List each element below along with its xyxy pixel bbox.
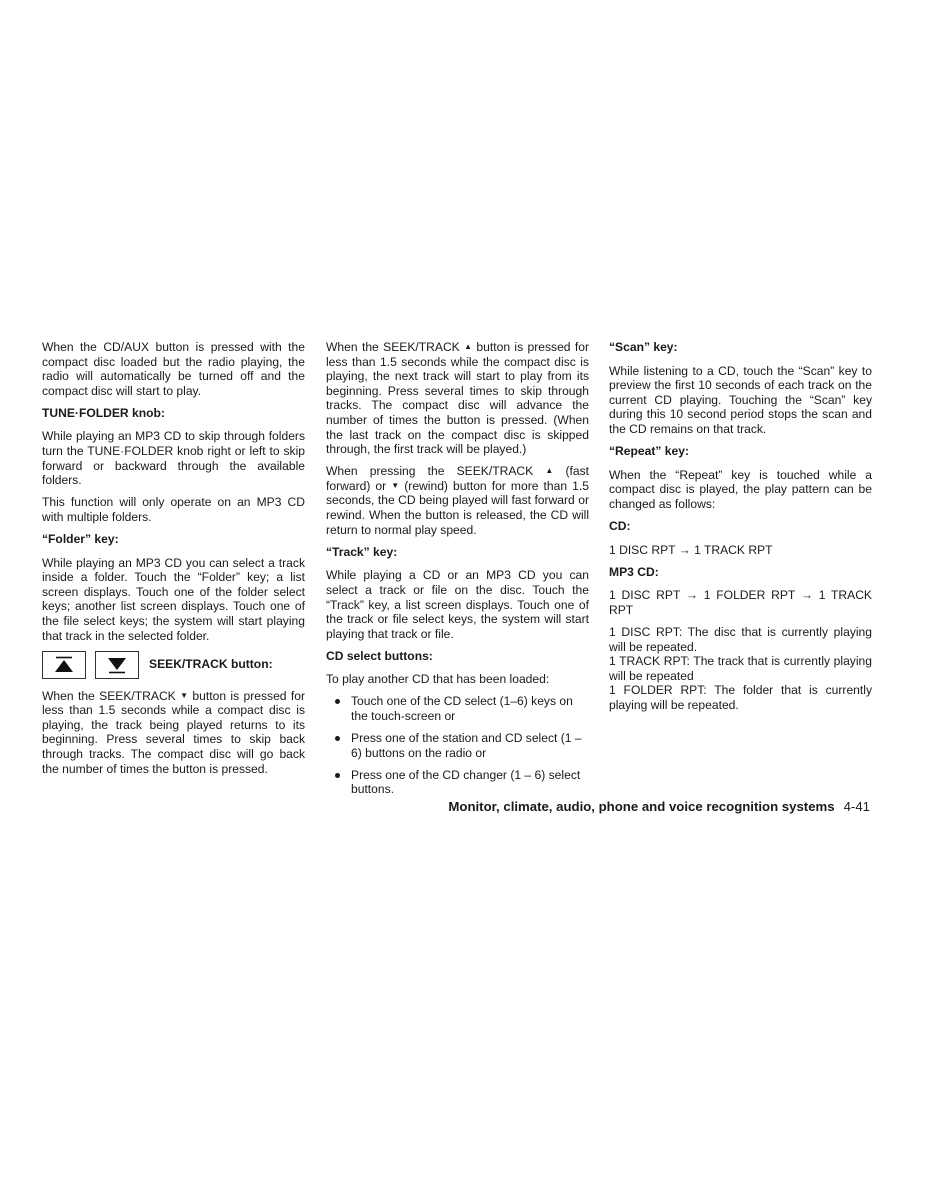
bullet-icon	[335, 699, 340, 704]
column-middle	[326, 340, 589, 805]
list-item	[326, 694, 589, 723]
seek-up-icon: ▲	[545, 466, 554, 476]
seek-down-icon: ▼	[391, 480, 400, 490]
text-fragment: When the SEEK/TRACK	[326, 340, 460, 354]
definition-folder-rpt: 1 FOLDER RPT: The folder that is currently playing will be repeated.	[609, 683, 872, 712]
definition-disc-rpt: 1 DISC RPT: The disc that is currently playing will be repeated.	[609, 624, 872, 654]
paragraph-seek-rewind	[42, 689, 305, 777]
list-item	[326, 768, 589, 797]
paragraph-cd-pattern: 1 DISC RPT → 1 TRACK RPT	[609, 542, 773, 557]
text-fragment: When pressing the SEEK/TRACK	[326, 464, 534, 479]
triangle-up-icon	[53, 656, 75, 674]
list-item-text: Press one of the CD changer (1 – 6) select buttons.	[351, 767, 581, 797]
text-fragment: button is pressed for less than 1.5 seconds while a compact disc is playing, the track being played returns to its beginning. Press several times to skip back through tracks. The compact disc will go back the number of times the button is pressed.	[42, 688, 305, 776]
paragraph-seek-forward	[326, 340, 589, 457]
list-item-text: Touch one of the CD select (1–6) keys on the touch-screen or	[351, 694, 573, 724]
paragraph-folder-key: While playing an MP3 CD you can select a track inside a folder. Touch the “Folder” key; a list screen displays. Touch one of the folder select keys; another list screen displays. Touch one of the file select keys; the system will start playing that track in the selected folder.	[42, 555, 305, 643]
text-fragment: (rewind) button for more than 1.5 seconds, the CD being played will fast forward or rewind. When the button is released, the CD will return to normal play speed.	[326, 478, 589, 537]
seek-up-icon: ▲	[464, 342, 473, 351]
seek-down-button-illustration	[95, 651, 139, 679]
paragraph-seek-hold	[326, 464, 589, 537]
seek-up-button-illustration	[42, 651, 86, 679]
heading-track-key: “Track” key:	[326, 544, 398, 559]
column-right	[609, 340, 872, 712]
heading-folder-key: “Folder” key:	[42, 532, 119, 547]
seek-down-icon: ▼	[180, 690, 189, 700]
text-fragment: button is pressed for less than 1.5 seconds while the compact disc is playing, the next track will start to play from its beginning. Press several times to skip through tracks. The compact disc will advance the number of times the button is pressed. (When the last track on the compact disc is skipped through, the first track will be played.)	[326, 340, 589, 457]
footer-section-title: Monitor, climate, audio, phone and voice recognition systems	[448, 799, 835, 814]
list-item	[326, 731, 589, 760]
paragraph-mp3-pattern: 1 DISC RPT → 1 FOLDER RPT → 1 TRACK RPT	[609, 588, 872, 617]
heading-repeat-key: “Repeat” key:	[609, 444, 689, 459]
paragraph-repeat-key: When the “Repeat” key is touched while a compact disc is played, the play pattern can be changed as follows:	[609, 467, 872, 511]
text-fragment: (fast forward) or	[326, 464, 589, 493]
heading-tune-folder: TUNE·FOLDER knob:	[42, 405, 165, 420]
paragraph-tune-folder-1: While playing an MP3 CD to skip through folders turn the TUNE·FOLDER knob right or left to skip forward or backward through the available folders.	[42, 429, 305, 488]
paragraph-tune-folder-2: This function will only operate on an MP3 CD with multiple folders.	[42, 495, 305, 524]
paragraph-scan-key: While listening to a CD, touch the “Scan” key to preview the first 10 seconds of each track on the current CD playing. Touching the “Scan” key during this 10 second period stops the scan and the CD remains on that track.	[609, 363, 872, 436]
heading-scan-key: “Scan” key:	[609, 340, 678, 354]
paragraph-track-key: While playing a CD or an MP3 CD you can select a track or file on the disc. Touch the “Track” key, a list screen displays. Touch one of the track or file select keys, the system will start playing that track or file.	[326, 568, 589, 641]
heading-seek-track: SEEK/TRACK button:	[149, 657, 273, 672]
seek-track-figure	[42, 651, 305, 679]
heading-cd: CD:	[609, 518, 631, 533]
definition-track-rpt: 1 TRACK RPT: The track that is currently playing will be repeated	[609, 654, 872, 683]
paragraph-cd-aux: When the CD/AUX button is pressed with the compact disc loaded but the radio playing, the radio will automatically be turned off and the compact disc will start to play.	[42, 340, 305, 398]
column-left	[42, 340, 305, 784]
bullet-icon	[335, 773, 340, 778]
page-footer	[448, 799, 870, 814]
text-fragment: When the SEEK/TRACK	[42, 688, 176, 703]
paragraph-cd-select: To play another CD that has been loaded:	[326, 672, 550, 687]
heading-mp3-cd: MP3 CD:	[609, 564, 659, 579]
triangle-down-icon	[106, 656, 128, 674]
cd-select-list	[326, 694, 589, 797]
page-number: 4-41	[843, 799, 870, 814]
list-item-text: Press one of the station and CD select (1 – 6) buttons on the radio or	[351, 731, 582, 760]
bullet-icon	[335, 736, 340, 741]
heading-cd-select: CD select buttons:	[326, 648, 433, 663]
